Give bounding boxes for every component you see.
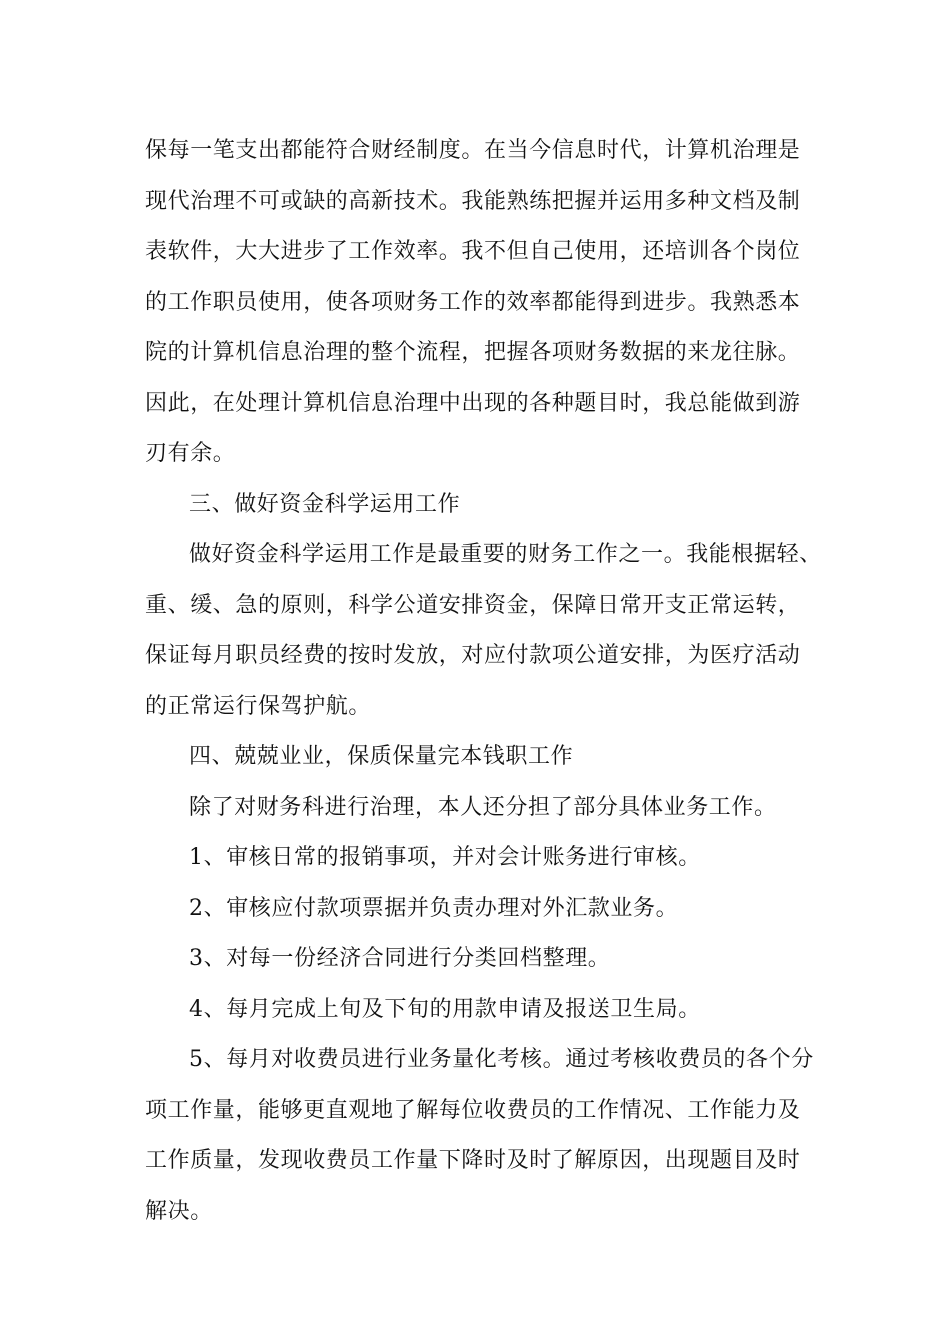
list-item: 2、审核应付款项票据并负责办理对外汇款业务。: [189, 895, 679, 921]
list-item: 4、每月完成上旬及下旬的用款申请及报送卫生局。: [189, 996, 701, 1022]
paragraph-line: 保每一笔支出都能符合财经制度。在当今信息时代，计算机治理是: [145, 138, 801, 163]
paragraph-line: 除了对财务科进行治理，本人还分担了部分具体业务工作。: [189, 794, 777, 820]
paragraph-line: 表软件，大大进步了工作效率。我不但自己使用，还培训各个岗位: [145, 239, 801, 264]
list-item: 3、对每一份经济合同进行分类回档整理。: [189, 946, 611, 971]
paragraph-line: 的正常运行保驾护航。: [145, 693, 372, 719]
paragraph-line: 的工作职员使用，使各项财务工作的效率都能得到进步。我熟悉本: [145, 289, 801, 315]
paragraph-line: 院的计算机信息治理的整个流程，把握各项财务数据的来龙往脉。: [145, 340, 801, 365]
paragraph-line: 刃有余。: [145, 441, 236, 466]
section-heading: 三、做好资金科学运用工作: [189, 491, 461, 517]
paragraph-line: 保证每月职员经费的按时发放，对应付款项公道安排，为医疗活动: [145, 643, 801, 668]
paragraph-line: 项工作量，能够更直观地了解每位收费员的工作情况、工作能力及: [145, 1097, 801, 1123]
paragraph-line: 做好资金科学运用工作是最重要的财务工作之一。我能根据轻、: [189, 542, 822, 567]
paragraph-line: 工作质量，发现收费员工作量下降时及时了解原因，出现题目及时: [145, 1148, 801, 1173]
paragraph-line: 解决。: [145, 1198, 213, 1224]
section-heading: 四、兢兢业业，保质保量完本钱职工作: [189, 744, 574, 769]
document-body: [145, 126, 825, 1237]
paragraph-line: 重、缓、急的原则，科学公道安排资金，保障日常开支正常运转，: [145, 592, 801, 618]
paragraph-line: 现代治理不可或缺的高新技术。我能熟练把握并运用多种文档及制: [145, 188, 801, 214]
paragraph-line: 因此，在处理计算机信息治理中出现的各种题目时，我总能做到游: [145, 390, 801, 416]
list-item: 5、每月对收费员进行业务量化考核。通过考核收费员的各个分: [189, 1047, 814, 1072]
list-item: 1、审核日常的报销事项，并对会计账务进行审核。: [189, 845, 701, 870]
